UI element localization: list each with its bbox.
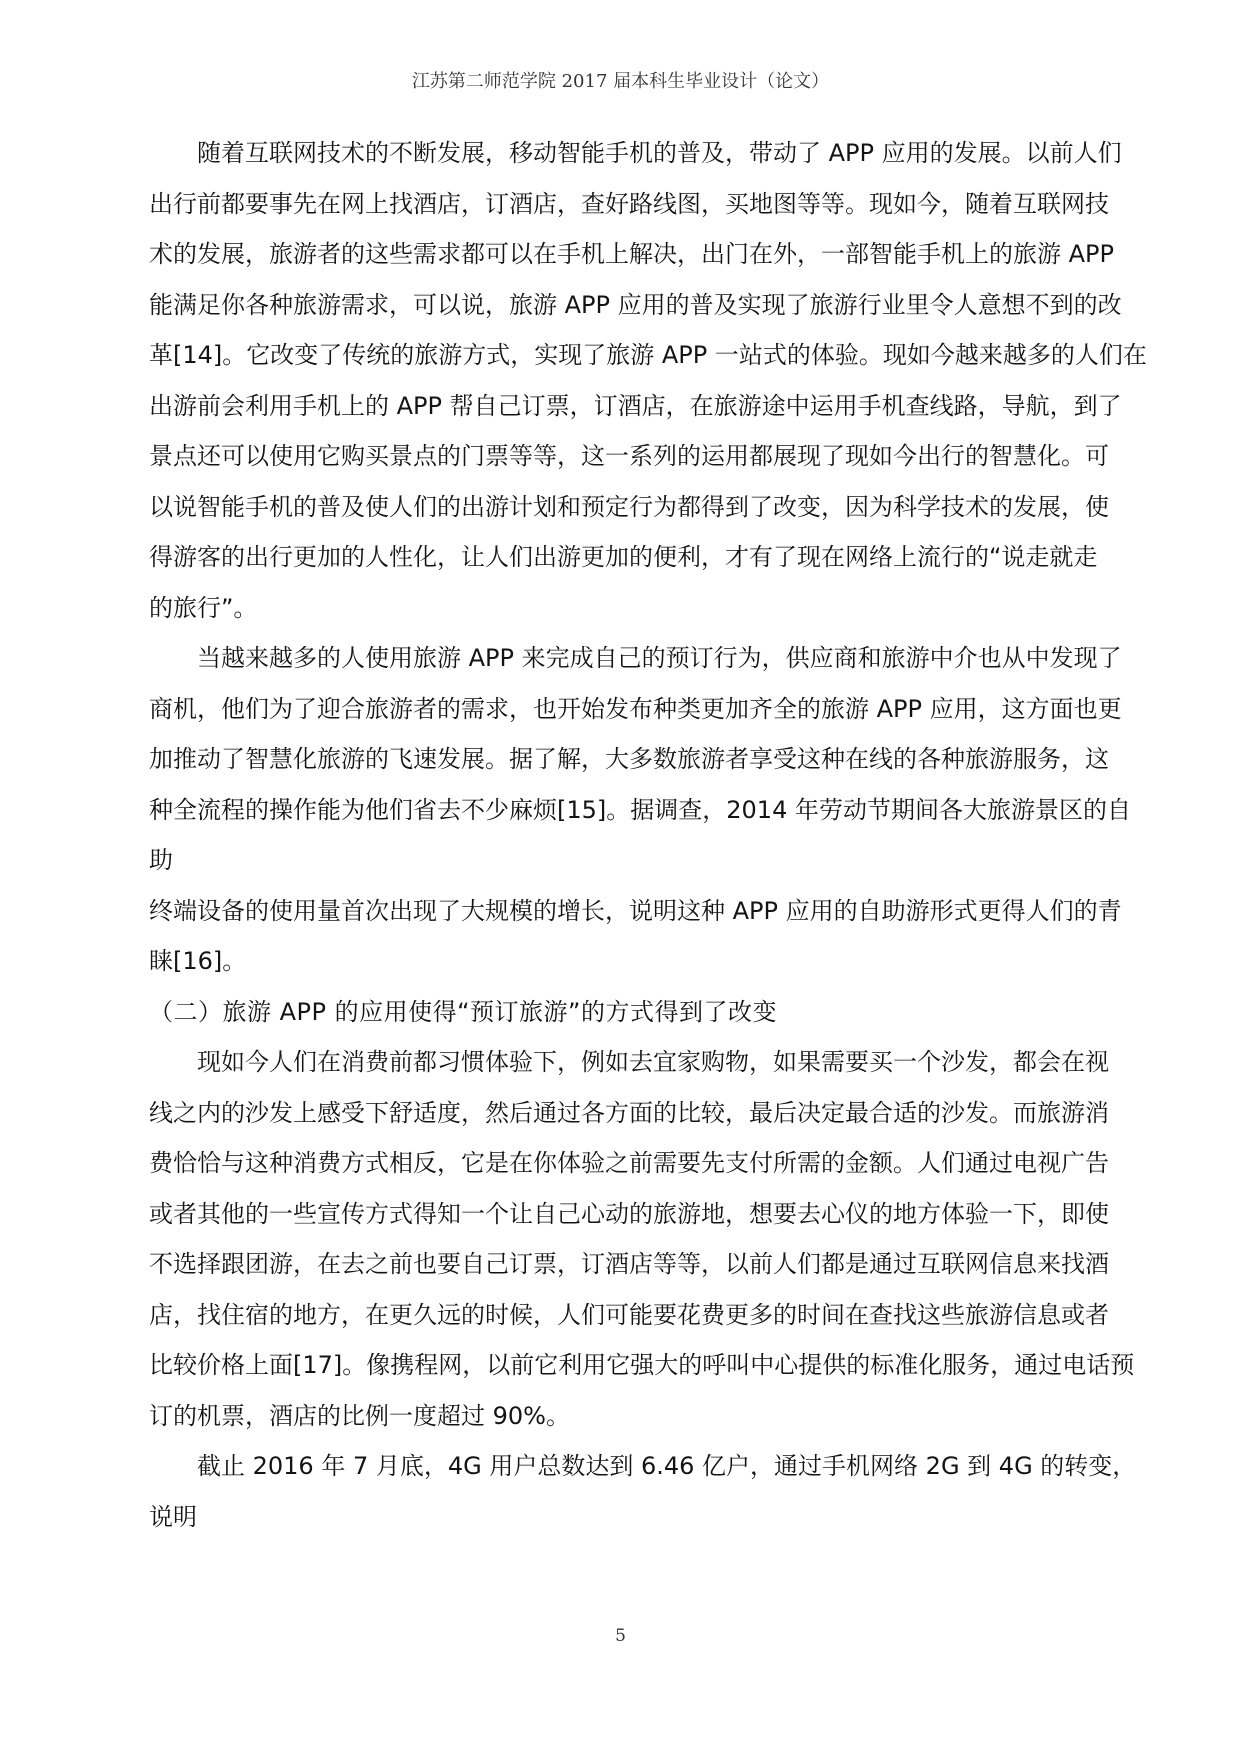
running-header: 江苏第二师范学院 2017 届本科生毕业设计（论文） — [411, 71, 830, 92]
paragraph-4g-users: 截止 2016 年 7 月底，4G 用户总数达到 6.46 亿户，通过手机网络 2G 到 4G 的转变，说明 — [149, 1452, 1137, 1531]
paragraph-app-development: 随着互联网技术的不断发展，移动智能手机的普及，带动了 APP 应用的发展。以前人们 出行前都要事先在网上找酒店，订酒店，查好路线图，买地图等等。现如今，随着互联网技 术的发展，旅游者的这些需求都可以在手机上解决，出门在外，一部智能手机上的旅游 APP 能满足你各种旅游需求，可以说，旅游 APP 应用的普及实现了旅游行业里令人意想不到的改 革[14]。它改变了传统的旅游方式，实现了旅游 APP 一站式的体验。现如今越来越多的人们在 出游前会利用手机上的 APP 帮自己订票，订酒店，在旅游途中运用手机查线路，导航，到了 景点还可以使用它购买景点的门票等等，这一系列的运用都展现了现如今出行的智慧化。可 以说智能手机的普及使人们的出游计划和预定行为都得到了改变，因为科学技术的发展，使 得游客的出行更加的人性化，让人们出游更加的便利，才有了现在网络上流行的“说走就走 的旅行”。 — [149, 139, 1147, 622]
paragraph-supplier-opportunity: 当越来越多的人使用旅游 APP 来完成自己的预订行为，供应商和旅游中介也从中发现了 商机，他们为了迎合旅游者的需求，也开始发布种类更加齐全的旅游 APP 应用，这方面也更 加推动了智慧化旅游的飞速发展。据了解，大多数旅游者享受这种在线的各种旅游服务，这 种全流程的操作能为他们省去不少麻烦[15]。据调查，2014 年劳动节期间各大旅游景区的自助 终端设备的使用量首次出现了大规模的增长，说明这种 APP 应用的自助游形式更得人们的青 睐[16]。 — [149, 644, 1131, 975]
section-heading: （二）旅游 APP 的应用使得“预订旅游”的方式得到了改变 — [149, 997, 777, 1026]
paragraph-booking-change: 现如今人们在消费前都习惯体验下，例如去宜家购物，如果需要买一个沙发，都会在视 线之内的沙发上感受下舒适度，然后通过各方面的比较，最后决定最合适的沙发。而旅游消 费恰恰与这种消费方式相反，它是在你体验之前需要先支付所需的金额。人们通过电视广告 或者其他的一些宣传方式得知一个让自己心动的旅游地，想要去心仪的地方体验一下，即使 不选择跟团游，在去之前也要自己订票，订酒店等等，以前人们都是通过互联网信息来找酒 店，找住宿的地方，在更久远的时候，人们可能要花费更多的时间在查找这些旅游信息或者 比较价格上面[17]。像携程网，以前它利用它强大的呼叫中心提供的标准化服务，通过电话预 订的机票，酒店的比例一度超过 90%。 — [149, 1048, 1135, 1430]
page-number: 5 — [615, 1626, 626, 1646]
body-text — [149, 128, 1149, 1542]
